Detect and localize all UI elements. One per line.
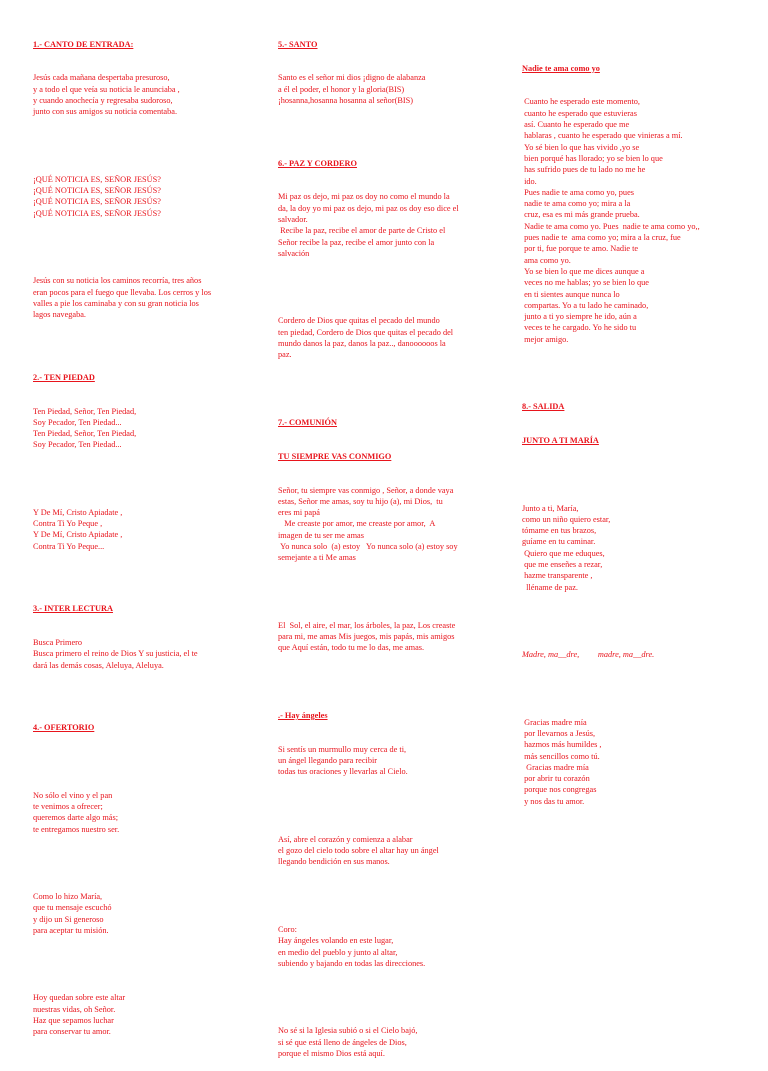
lyrics-ofertorio-1: No sólo el vino y el pan te venimos a ofrecer; queremos darte algo más; te entregamos nuestro ser. [33,790,120,834]
heading-canto-de-entrada: 1.- CANTO DE ENTRADA: [33,39,134,49]
lyrics-junto-a-ti-2: Gracias madre mía por llevarnos a Jesús, hazmos más humildes , más sencillos como tú. Gracias madre mía por abrir tu corazón porque nos congregas y nos das tu amor. [524,717,602,806]
lyrics-madre-refrain: Madre, ma__dre, madre, ma__dre. [522,650,655,660]
lyrics-cordero: Cordero de Dios que quitas el pecado del mundo ten piedad, Cordero de Dios que quitas el pecado del mundo danos la paz, danos la paz.., danoooooos la paz. [278,316,454,360]
lyrics-ten-piedad-1: Ten Piedad, Señor, Ten Piedad, Soy Pecador, Ten Piedad... Ten Piedad, Señor, Ten Piedad, Soy Pecador, Ten Piedad... [33,406,137,450]
lyrics-paz: Mi paz os dejo, mi paz os doy no como el mundo la da, la doy yo mi paz os dejo, mi paz os doy eso dice el salvador. Recibe la paz, recibe el amor de parte de Cristo el Señor recibe la paz, recibe el amor junto con la salvación [278,192,459,258]
heading-ten-piedad: 2.- TEN PIEDAD [33,372,95,382]
column-right [522,40,750,818]
lyrics-canto-de-entrada-verse-1: Jesús cada mañana despertaba presuroso, y a todo el que veía su noticia le anunciaba , y cuando anochecía y regresaba sudoroso, junto con sus amigos su noticia comentaba. [33,73,180,117]
lyrics-junto-a-ti-1: Junto a ti, María, como un niño quiero estar, tómame en tus brazos, guíame en tu caminar. Quiero que me eduques, que me enseñes a rezar, hazme transparente , lléname de paz. [522,503,611,592]
lyrics-hay-angeles-1: Si sentís un murmullo muy cerca de ti, un ángel llegando para recibir todas tus oraciones y llevarlas al Cielo. [278,744,408,777]
heading-comunion: 7.- COMUNIÓN [278,417,337,427]
heading-tu-siempre-vas-conmigo: TU SIEMPRE VAS CONMIGO [278,451,392,461]
heading-salida: 8.- SALIDA [522,402,565,412]
lyrics-comunion-1: Señor, tu siempre vas conmigo , Señor, a donde vaya estas, Señor me amas, soy tu hijo (a), mi Dios, tu eres mi papá Me creaste por amor, me creaste por amor, A imagen de tu ser me amas Yo nunca solo (a) estoy Yo nunca solo (a) estoy soy semejante a ti Me amas [278,485,458,563]
column-middle [278,16,510,1071]
heading-ofertorio: 4.- OFERTORIO [33,723,95,733]
lyrics-canto-de-entrada-chorus: ¡QUÉ NOTICIA ES, SEÑOR JESÚS? ¡QUÉ NOTICIA ES, SEÑOR JESÚS? ¡QUÉ NOTICIA ES, SEÑOR JESÚS? ¡QUÉ NOTICIA ES, SEÑOR JESÚS? [33,174,161,218]
heading-junto-a-ti-maria: JUNTO A TI MARÍA [522,436,599,446]
lyrics-ofertorio-2: Como lo hizo María, que tu mensaje escuchó y dijo un Si generoso para aceptar tu misión. [33,892,112,935]
heading-santo: 5.- SANTO [278,39,318,49]
lyrics-hay-angeles-3: No sé si la Iglesia subió o si el Cielo bajó, si sé que está lleno de ángeles de Dios, porque el mismo Dios está aquí. [278,1026,418,1058]
heading-nadie-te-ama: Nadie te ama como yo [522,63,600,73]
lyrics-nadie-te-ama: Cuanto he esperado este momento, cuanto he esperado que estuvieras así. Cuanto he esperado que me hablaras , cuanto he esperado que vinieras a mí. Yo sé bien lo que has vivido ,yo se bien porqué has llorado; yo se bien lo que has sufrido pues de tu lado no me he ido. Pues nadie te ama como yo, pues nadie te ama como yo; mira a la cruz, esa es mi más grande prueba. Nadie te ama como yo. Pues nadie te ama como yo,, pues nadie te ama como yo; mira a la cruz, fue por ti, fue porque te amo. Nadie te ama como yo. Yo se bien lo que me dices aunque a veces no me hablas; yo se bien lo que en ti sientes aunque nunca lo compartas. Yo a tu lado he caminado, junto a ti yo siempre he ido, aún a veces te he cargado. Yo he sido tu mejor amigo. [524,97,700,344]
column-left [33,16,261,1049]
heading-paz-y-cordero: 6.- PAZ Y CORDERO [278,158,357,168]
heading-hay-angeles: .- Hay ángeles [278,710,328,720]
lyrics-santo: Santo es el señor mi dios ¡digno de alabanza a él el poder, el honor y la gloria(BIS) ¡hosanna,hosanna hosanna al señor(BIS) [278,73,426,106]
lyrics-canto-de-entrada-verse-2: Jesús con su noticia los caminos recorría, tres años eran pocos para el fuego que llevaba. Los cerros y los valles a pie los caminaba y con su gran noticia los lagos navegaba. [33,276,212,320]
lyrics-inter-lectura: Busca Primero Busca primero el reino de Dios Y su justicia, el te dará las demás cosas, Aleluya, Aleluya. [33,638,198,670]
lyrics-hay-angeles-chorus: Coro: Hay ángeles volando en este lugar, en medio del pueblo y junto al altar, subiendo y bajando en todas las direcciones. [278,924,426,968]
lyrics-hay-angeles-2: Así, abre el corazón y comienza a alabar el gozo del cielo todo sobre el altar hay un ángel llegando bendición en sus manos. [278,834,439,867]
lyrics-ofertorio-3: Hoy quedan sobre este altar nuestras vidas, oh Señor. Haz que sepamos luchar para conservar tu amor. [33,993,126,1037]
lyrics-ten-piedad-2: Y De Mí, Cristo Apiadate , Contra Ti Yo Peque , Y De Mí, Cristo Apiadate , Contra Ti Yo Peque... [33,507,123,551]
lyrics-comunion-2: El Sol, el aire, el mar, los árboles, la paz, Los creaste para mi, me amas Mis juegos, mis papás, mis amigos que Aquí están, todo tu me lo das, me amas. [278,620,456,653]
heading-inter-lectura: 3.- INTER LECTURA [33,604,113,614]
